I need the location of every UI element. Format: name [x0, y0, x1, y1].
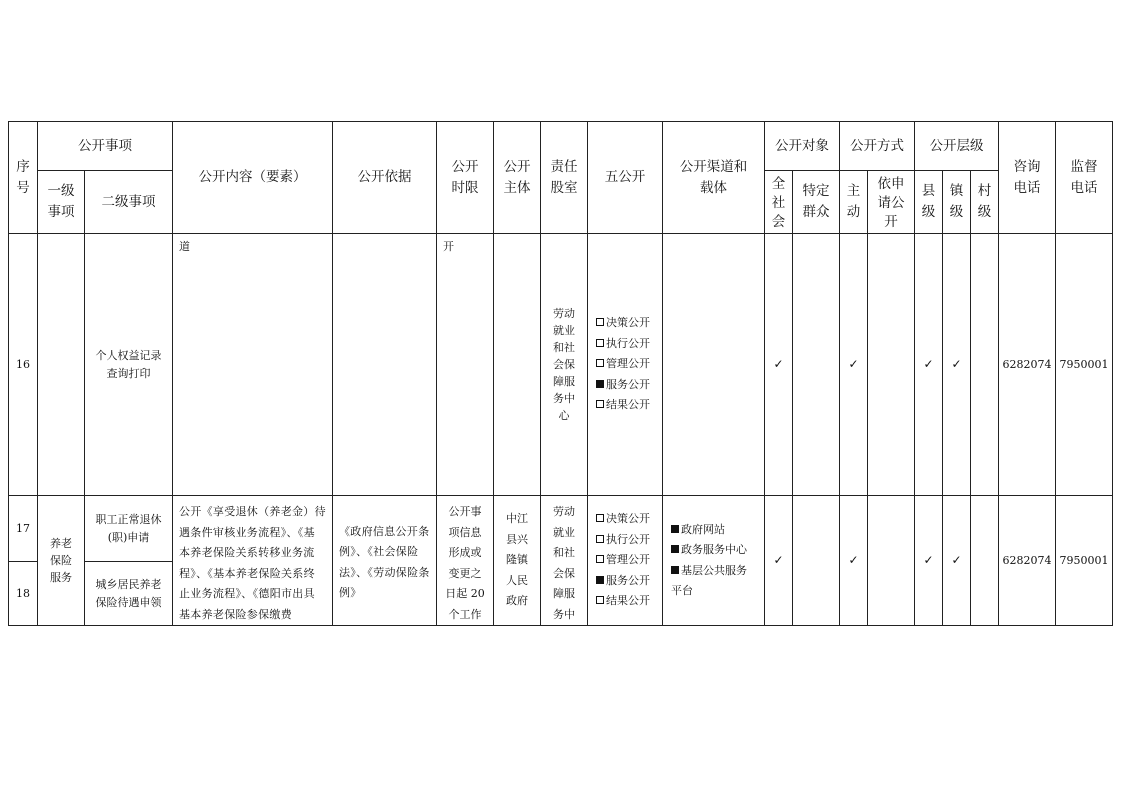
table-row: [9, 496, 1113, 562]
header-subject: 公开 主体: [494, 122, 541, 234]
row16-level1: [38, 234, 85, 496]
row17-supervise: 7950001: [1056, 496, 1113, 626]
header-level1: 一级 事项: [38, 171, 85, 234]
header-aud-specific: 特定 群众: [793, 171, 840, 234]
row17-meth-apply: [868, 496, 915, 626]
header-meth-active: 主 动: [840, 171, 868, 234]
row16-subject: [494, 234, 541, 496]
header-lvl-county: 县 级: [915, 171, 943, 234]
header-lvl-town: 镇 级: [943, 171, 971, 234]
checkbox-empty-icon: [596, 318, 604, 326]
header-consult: 咨询 电话: [999, 122, 1056, 234]
row16-meth-active-check: ✓: [840, 234, 868, 496]
header-level2: 二级事项: [85, 171, 173, 234]
checkbox-empty-icon: [596, 535, 604, 543]
five-item: 服务公开: [596, 571, 662, 592]
checkbox-filled-icon: [671, 566, 679, 574]
row16-supervise: 7950001: [1056, 234, 1113, 496]
checkbox-empty-icon: [596, 400, 604, 408]
checkbox-empty-icon: [596, 555, 604, 563]
header-supervise: 监督 电话: [1056, 122, 1113, 234]
row16-level2: 个人权益记录 查询打印: [85, 234, 173, 496]
header-dept: 责任 股室: [541, 122, 588, 234]
channel-item: 政府网站: [671, 520, 764, 541]
row16-timelimit: 开: [437, 234, 494, 496]
row16-lvl-county-check: ✓: [915, 234, 943, 496]
row17-basis: 《政府信息公开条例》、《社会保险法》、《劳动保险条例》: [333, 496, 437, 626]
header-audience: 公开对象: [765, 122, 840, 171]
row16-aud-specific: [793, 234, 840, 496]
channel-item: 政务服务中心: [671, 540, 764, 561]
row17-channel: [663, 496, 765, 626]
five-item: 管理公开: [596, 550, 662, 571]
row16-content: 道: [173, 234, 333, 496]
row17-subject: 中江 县兴 隆镇 人民 政府: [494, 496, 541, 626]
checkbox-empty-icon: [596, 514, 604, 522]
header-five: 五公开: [588, 122, 663, 234]
row16-channel: [663, 234, 765, 496]
five-item: 结果公开: [596, 395, 662, 416]
row16-consult: 6282074: [999, 234, 1056, 496]
row17-seq: 17: [9, 496, 38, 562]
row17-timelimit: 公开事 项信息 形成或 变更之 日起 20 个工作: [437, 496, 494, 626]
row17-lvl-town-check: ✓: [943, 496, 971, 626]
five-item: 决策公开: [596, 313, 662, 334]
checkbox-filled-icon: [671, 525, 679, 533]
checkbox-filled-icon: [596, 380, 604, 388]
five-item: 决策公开: [596, 509, 662, 530]
row16-five: [588, 234, 663, 496]
header-lvl-village: 村 级: [971, 171, 999, 234]
row17-level1: 养老 保险 服务: [38, 496, 85, 626]
row17-five: [588, 496, 663, 626]
header-level: 公开层级: [915, 122, 999, 171]
disclosure-table: [8, 121, 1113, 626]
row17-lvl-village: [971, 496, 999, 626]
row16-seq: 16: [9, 234, 38, 496]
header-matter: 公开事项: [38, 122, 173, 171]
row17-content: 公开《享受退休（养老金）待遇条件审核业务流程》、《基本养老保险关系转移业务流程》、《基本养老保险关系终止业务流程》、《德阳市出具基本养老保险参保缴费: [173, 496, 333, 626]
five-item: 服务公开: [596, 375, 662, 396]
header-aud-all: 全 社 会: [765, 171, 793, 234]
five-item: 执行公开: [596, 334, 662, 355]
row16-meth-apply: [868, 234, 915, 496]
five-item: 结果公开: [596, 591, 662, 612]
header-meth-apply: 依申 请公 开: [868, 171, 915, 234]
row16-dept: 劳动 就业 和社 会保 障服 务中 心: [541, 234, 588, 496]
five-item: 执行公开: [596, 530, 662, 551]
header-channel: 公开渠道和 载体: [663, 122, 765, 234]
table-row: [9, 234, 1113, 496]
checkbox-filled-icon: [596, 576, 604, 584]
header-method: 公开方式: [840, 122, 915, 171]
five-item: 管理公开: [596, 354, 662, 375]
row17-meth-active-check: ✓: [840, 496, 868, 626]
checkbox-empty-icon: [596, 596, 604, 604]
row17-dept: 劳动 就业 和社 会保 障服 务中: [541, 496, 588, 626]
row18-level2: 城乡居民养老 保险待遇申领: [85, 562, 173, 626]
row17-level2: 职工正常退休 (职)申请: [85, 496, 173, 562]
checkbox-filled-icon: [671, 545, 679, 553]
channel-item: 基层公共服务: [671, 561, 764, 582]
channel-item: 平台: [671, 584, 693, 597]
row17-aud-all-check: ✓: [765, 496, 793, 626]
row17-lvl-county-check: ✓: [915, 496, 943, 626]
row16-lvl-town-check: ✓: [943, 234, 971, 496]
header-timelimit: 公开 时限: [437, 122, 494, 234]
header-content: 公开内容（要素）: [173, 122, 333, 234]
row17-consult: 6282074: [999, 496, 1056, 626]
header-seq: 序 号: [9, 122, 38, 234]
row17-aud-specific: [793, 496, 840, 626]
checkbox-empty-icon: [596, 339, 604, 347]
checkbox-empty-icon: [596, 359, 604, 367]
row16-basis: [333, 234, 437, 496]
row16-aud-all-check: ✓: [765, 234, 793, 496]
row16-lvl-village: [971, 234, 999, 496]
row18-seq: 18: [9, 562, 38, 626]
header-basis: 公开依据: [333, 122, 437, 234]
